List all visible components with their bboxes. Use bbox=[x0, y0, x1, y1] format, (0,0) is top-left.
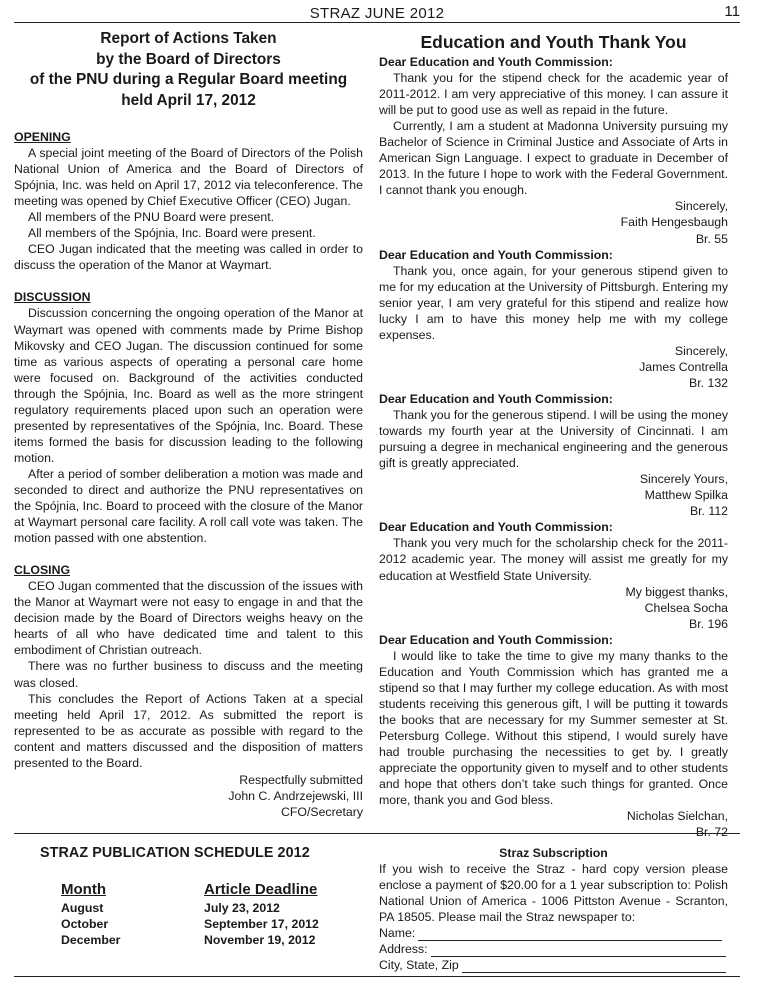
letter-paragraph: Thank you for the generous stipend. I will be using the money towards my fourth year at the University of Cincinnati. I am pursuing a degree in mechanical engineering and the generous gift is greatly appreciated. bbox=[379, 408, 728, 471]
letter-closing: My biggest thanks, bbox=[625, 584, 728, 599]
table-row bbox=[61, 900, 319, 916]
table-row bbox=[61, 916, 319, 932]
letter-salutation: Dear Education and Youth Commission: bbox=[379, 247, 613, 262]
letter-paragraph: Thank you very much for the scholarship check for the 2011-2012 academic year. The money will assist me greatly for my education at Westfield State University. bbox=[379, 536, 728, 583]
schedule-month: October bbox=[61, 917, 109, 931]
opening-paragraph: CEO Jugan indicated that the meeting was called in order to discuss the operation of the Manor at Waymart. bbox=[14, 242, 363, 273]
letter-closing: Sincerely, bbox=[674, 343, 728, 358]
letter-signer: Nicholas Sielchan, bbox=[626, 809, 728, 824]
opening-paragraph: A special joint meeting of the Board of Directors of the Polish National Union of America and the Board of Directors of Spójnia, Inc. was held on April 17, 2012 via teleconference. The meeting was opened by Chief Executive Officer (CEO) Jugan. bbox=[14, 146, 363, 209]
closing-paragraph: This concludes the Report of Actions Taken at a special meeting held April 17, 2012. As submitted the report is represented to be as accurate as possible with regard to the content and matters discussed and the disposition of matters presented to the Board. bbox=[14, 691, 363, 770]
name-field-label: Name: bbox=[379, 926, 416, 941]
letter-paragraph: Thank you for the stipend check for the academic year of 2011-2012. I am very appreciative of this money. I can assure it will be put to good use as well as repaid in the future. bbox=[379, 71, 728, 118]
bottom-rule bbox=[14, 976, 740, 977]
letter-signer: James Contrella bbox=[639, 359, 728, 374]
closing-paragraph: CEO Jugan commented that the discussion of the issues with the Manor at Waymart were not easy to engage in and that the decision made by the Board of Directors weighs heavy on the hearts of all who have dedicated time and talent to this embodiment of Christian outreach. bbox=[14, 579, 363, 658]
opening-paragraph: All members of the PNU Board were present. bbox=[28, 210, 275, 225]
education-thank-you-article bbox=[379, 33, 728, 840]
letter bbox=[379, 519, 728, 631]
report-title-line: held April 17, 2012 bbox=[121, 91, 256, 109]
letter-branch: Br. 72 bbox=[695, 825, 728, 840]
closing-paragraph: There was no further business to discuss and the meeting was closed. bbox=[14, 659, 363, 690]
letter-closing: Sincerely, bbox=[674, 199, 728, 214]
deadline-column-header: Article Deadline bbox=[204, 881, 318, 898]
schedule-title: STRAZ PUBLICATION SCHEDULE 2012 bbox=[40, 845, 310, 861]
table-row bbox=[61, 932, 319, 948]
schedule-header-row bbox=[61, 879, 319, 900]
schedule-deadline: November 19, 2012 bbox=[204, 933, 316, 947]
address-field-line[interactable] bbox=[431, 944, 726, 957]
letter-branch: Br. 132 bbox=[689, 375, 728, 390]
signature-name: John C. Andrzejewski, III bbox=[228, 788, 363, 803]
publication-title: STRAZ JUNE 2012 bbox=[309, 5, 445, 22]
address-field-label: Address: bbox=[379, 942, 428, 957]
city-state-zip-field[interactable] bbox=[379, 957, 728, 973]
page-header bbox=[14, 0, 740, 23]
letter bbox=[379, 54, 728, 247]
letter-salutation: Dear Education and Youth Commission: bbox=[379, 391, 613, 406]
city-state-zip-line[interactable] bbox=[462, 960, 726, 973]
subscription-title: Straz Subscription bbox=[499, 846, 608, 860]
letter-branch: Br. 55 bbox=[695, 231, 728, 246]
city-state-zip-label: City, State, Zip bbox=[379, 958, 459, 973]
section-divider bbox=[14, 833, 740, 834]
letter bbox=[379, 247, 728, 391]
letter bbox=[379, 632, 728, 841]
name-field[interactable] bbox=[379, 925, 728, 941]
letter-closing: Sincerely Yours, bbox=[639, 472, 728, 487]
opening-paragraph: All members of the Spójnia, Inc. Board were present. bbox=[28, 226, 316, 241]
signature-line: Respectfully submitted bbox=[239, 772, 363, 787]
letter-paragraph: Thank you, once again, for your generous stipend given to me for my education at the University of Pittsburgh. Entering my senior year, I am very grateful for this stipend and realize how lucky I am to have this money help me with my college expenses. bbox=[379, 263, 728, 342]
closing-heading: CLOSING bbox=[14, 563, 71, 578]
address-field[interactable] bbox=[379, 941, 728, 957]
report-signature bbox=[14, 772, 363, 820]
letter-signer: Chelsea Socha bbox=[644, 600, 728, 615]
letter-salutation: Dear Education and Youth Commission: bbox=[379, 632, 613, 647]
letter-salutation: Dear Education and Youth Commission: bbox=[379, 520, 613, 535]
report-title bbox=[14, 29, 363, 111]
page-number: 11 bbox=[724, 3, 740, 20]
subscription-text: If you wish to receive the Straz - hard copy version please enclose a payment of $20.00 for a 1 year subscription to: Polish National Union of America - 1006 Pittston Avenue - Scranton, PA 18505. Please mail the Straz newspaper to: bbox=[379, 862, 728, 925]
schedule-month: August bbox=[61, 901, 104, 915]
schedule-deadline: September 17, 2012 bbox=[204, 917, 319, 931]
publication-schedule bbox=[40, 845, 360, 948]
schedule-table bbox=[61, 879, 319, 948]
report-title-line: by the Board of Directors bbox=[96, 50, 281, 68]
letter-paragraph: Currently, I am a student at Madonna University pursuing my Bachelor of Science in Criminal Justice and Associate of Arts in American Sign Language. I expect to graduate in December of 2013. In the future I hope to work with the Federal Government. I cannot thank you enough. bbox=[379, 119, 728, 198]
schedule-deadline: July 23, 2012 bbox=[204, 901, 280, 915]
discussion-paragraph: Discussion concerning the ongoing operation of the Manor at Waymart was opened with comments made by Prime Bishop Mikovsky and CEO Jugan. The discussion continued for some time as various aspects of operating a personal care home were focused on. Background of the activities conducted through the Spójnia, Inc. Board as well as the more stringent regulatory requirements placed upon such an operation were presented by representatives of the Spójnia, Inc. Board. These items formed the basis for discussion leading to the following motion. bbox=[14, 306, 363, 465]
report-title-line: of the PNU during a Regular Board meeting bbox=[29, 71, 348, 88]
letter-signer: Faith Hengesbaugh bbox=[620, 215, 728, 230]
education-title: Education and Youth Thank You bbox=[420, 32, 687, 52]
opening-heading: OPENING bbox=[14, 130, 71, 144]
letter-branch: Br. 196 bbox=[689, 616, 728, 631]
letter bbox=[379, 391, 728, 519]
letter-paragraph: I would like to take the time to give my many thanks to the Education and Youth Commission which has granted me a stipend so that I may further my college education. As with most students receiving this generous gift, I will be putting it towards the books that are necessary for my Summer semester at St. Petersburg College. Without this stipend, I would surely have had trouble purchasing the necessities to get by. I greatly appreciate the opportunity given to myself and to other students and hope that others don’t take such things for granted. Once more, thank you and God bless. bbox=[379, 648, 728, 808]
schedule-month: December bbox=[61, 933, 121, 947]
month-column-header: Month bbox=[61, 881, 106, 898]
discussion-heading: DISCUSSION bbox=[14, 290, 91, 305]
name-field-line[interactable] bbox=[418, 928, 722, 941]
letter-salutation: Dear Education and Youth Commission: bbox=[379, 55, 613, 69]
subscription-form bbox=[379, 845, 728, 973]
letter-signer: Matthew Spilka bbox=[644, 488, 728, 503]
letter-branch: Br. 112 bbox=[689, 504, 728, 519]
discussion-paragraph: After a period of somber deliberation a motion was made and seconded to direct and authorize the PNU representatives on the Spójnia, Inc. Board to proceed with the closure of the Manor at Waymart personal care facility. A roll call vote was taken. The motion passed with one abstention. bbox=[14, 466, 363, 546]
board-report-article bbox=[14, 29, 363, 820]
report-title-line: Report of Actions Taken bbox=[100, 30, 277, 47]
signature-title: CFO/Secretary bbox=[281, 804, 363, 819]
